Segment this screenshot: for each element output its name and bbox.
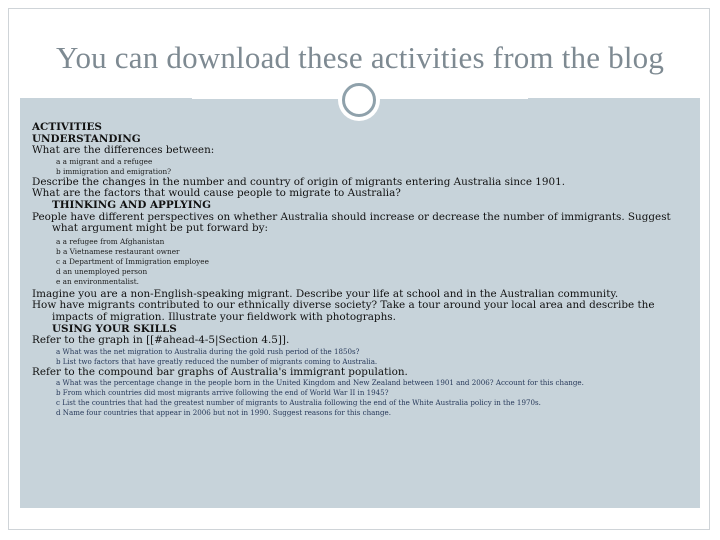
list-item: e an environmentalist.	[56, 276, 139, 286]
skills-q1: Refer to the graph in [[#ahead-4-5|Section 4.5]].	[32, 334, 290, 347]
list-item: a a migrant and a refugee	[56, 156, 153, 166]
list-item: b a Vietnamese restaurant owner	[56, 246, 180, 256]
list-item: c a Department of Immigration employee	[56, 256, 209, 266]
understanding-q1: What are the differences between:	[32, 144, 215, 157]
activities-heading: ACTIVITIES	[32, 121, 102, 133]
activities-text	[32, 122, 694, 418]
skills-heading: USING YOUR SKILLS	[52, 322, 177, 335]
list-item: a What was the percentage change in the people born in the United Kingdom and New Zealand between 1901 and 2006? Account for this change.	[56, 378, 584, 388]
understanding-heading: UNDERSTANDING	[32, 132, 141, 145]
list-item: b List two factors that have greatly reduced the number of migrants coming to Australia.	[56, 356, 378, 366]
list-item: d Name four countries that appear in 2006 but not in 1990. Suggest reasons for this change.	[56, 408, 391, 418]
list-item: a What was the net migration to Australia during the gold rush period of the 1850s?	[56, 346, 360, 356]
slide-title: You can download these activities from the blog	[55, 40, 665, 75]
skills-q2: Refer to the compound bar graphs of Australia's immigrant population.	[32, 365, 408, 378]
thinking-q3: How have migrants contributed to our ethnically diverse society? Take a tour around your local area and describe the impacts of migration. Illustrate your fieldwork with photographs.	[32, 299, 655, 323]
list-item: c List the countries that had the greatest number of migrants to Australia following the end of the White Australia policy in the 1970s.	[56, 398, 541, 408]
list-item: b From which countries did most migrants arrive following the end of World War II in 1945?	[56, 388, 389, 398]
understanding-q2: Describe the changes in the number and country of origin of migrants entering Australia since 1901.	[32, 175, 566, 188]
thinking-q2: Imagine you are a non-English-speaking migrant. Describe your life at school and in the Australian community.	[32, 287, 619, 300]
list-item: a a refugee from Afghanistan	[56, 236, 165, 246]
understanding-q3: What are the factors that would cause people to migrate to Australia?	[32, 187, 401, 200]
thinking-heading: THINKING AND APPLYING	[52, 198, 211, 211]
list-item: d an unemployed person	[56, 266, 148, 276]
thinking-q1: People have different perspectives on whether Australia should increase or decrease the number of immigrants. Suggest what argument might be put forward by:	[32, 210, 671, 235]
ring-ornament-icon	[338, 79, 380, 121]
list-item: b immigration and emigration?	[56, 166, 172, 176]
